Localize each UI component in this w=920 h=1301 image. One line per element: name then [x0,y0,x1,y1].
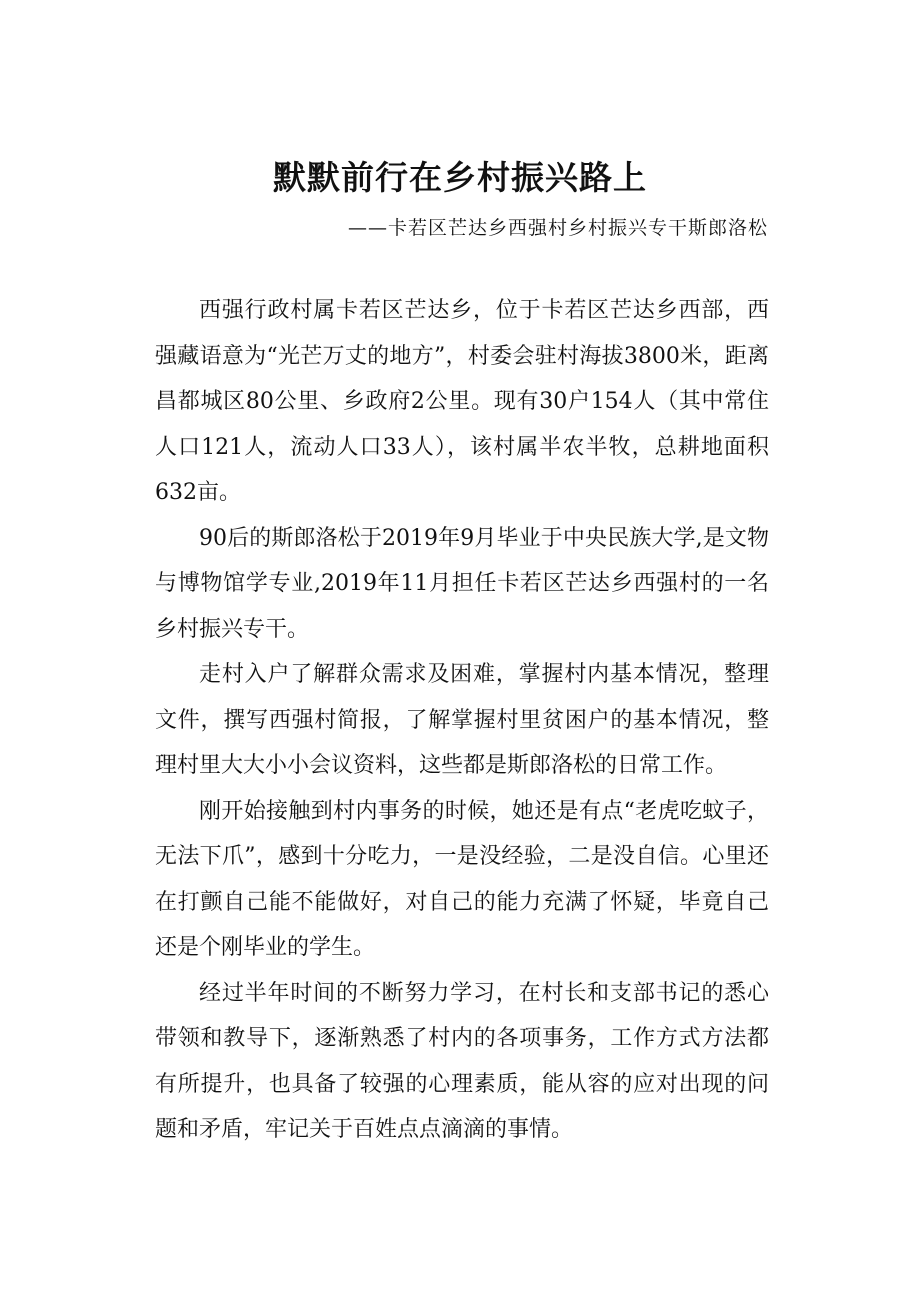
document-subtitle: ——卡若区芒达乡西强村乡村振兴专干斯郎洛松 [347,217,768,239]
paragraph-2: 90后的斯郎洛松于2019年9月毕业于中央民族大学,是文物与博物馆学专业,2019年11月担任卡若区芒达乡西强村的一名乡村振兴专干。 [155,525,769,642]
document-title: 默默前行在乡村振兴路上 [273,158,647,197]
paragraph-3: 走村入户了解群众需求及困难，掌握村内基本情况，整理文件，撰写西强村简报，了解掌握村里贫困户的基本情况，整理村里大大小小会议资料，这些都是斯郎洛松的日常工作。 [155,662,769,778]
document-body [155,288,769,1153]
paragraph-1: 西强行政村属卡若区芒达乡，位于卡若区芒达乡西部，西强藏语意为“光芒万丈的地方”，村委会驻村海拔3800米，距离昌都城区80公里、乡政府2公里。现有30户154人（其中常住人口121人，流动人口33人），该村属半农半牧，总耕地面积632亩。 [155,298,769,505]
paragraph-5: 经过半年时间的不断努力学习，在村长和支部书记的悉心带领和教导下，逐渐熟悉了村内的各项事务，工作方式方法都有所提升，也具备了较强的心理素质，能从容的应对出现的问题和矛盾，牢记关于百姓点点滴滴的事情。 [155,980,769,1142]
paragraph-4: 刚开始接触到村内事务的时候，她还是有点“老虎吃蚊子，无法下爪”，感到十分吃力，一是没经验，二是没自信。心里还在打颤自己能不能做好，对自己的能力充满了怀疑，毕竟自己还是个刚毕业的学生。 [155,798,769,960]
